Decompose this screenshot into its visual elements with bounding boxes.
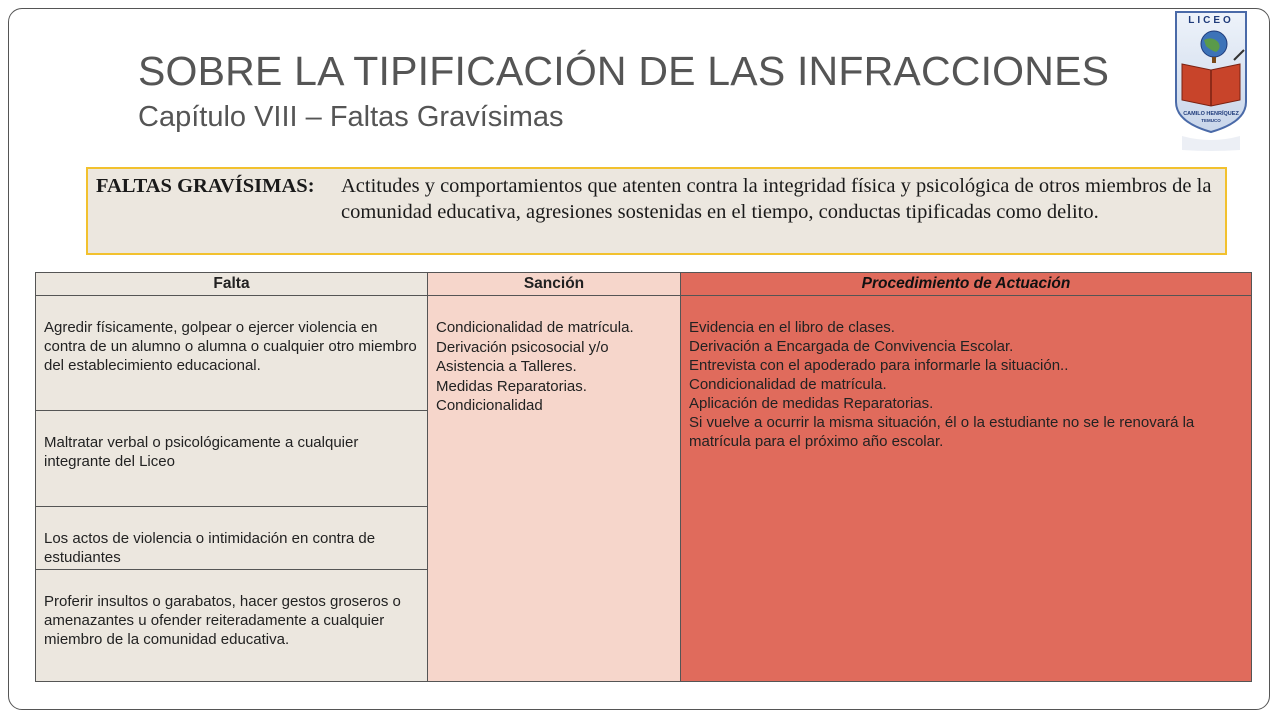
falta-cell <box>36 507 428 570</box>
procedimiento-cell <box>681 296 1252 682</box>
slide-subtitle: Capítulo VIII – Faltas Gravísimas <box>138 101 564 133</box>
logo-city-text: TEMUCO <box>1201 118 1221 123</box>
logo-top-text: LICEO <box>1188 15 1234 26</box>
procedimiento-item: Si vuelve a ocurrir la misma situación, él o la estudiante no se le renovará la matrícula para el próximo año escolar. <box>689 414 1195 450</box>
sancion-item: Condicionalidad de matrícula. <box>436 319 634 336</box>
header-procedimiento: Procedimiento de Actuación <box>681 273 1252 296</box>
definition-box <box>86 167 1227 255</box>
falta-cell <box>36 411 428 507</box>
procedimiento-item: Aplicación de medidas Reparatorias. <box>689 395 934 412</box>
slide-title: SOBRE LA TIPIFICACIÓN DE LAS INFRACCIONES <box>138 48 1110 94</box>
table-header-row <box>36 273 1252 296</box>
falta-cell <box>36 570 428 682</box>
infractions-table <box>35 272 1252 682</box>
procedimiento-item: Entrevista con el apoderado para informarle la situación.. <box>689 357 1069 374</box>
falta-text: Proferir insultos o garabatos, hacer gestos groseros o amenazantes u ofender reiteradamente a cualquier miembro de la comunidad educativa. <box>44 593 401 648</box>
school-logo <box>1172 10 1250 152</box>
header-sancion: Sanción <box>428 273 681 296</box>
header-falta: Falta <box>36 273 428 296</box>
procedimiento-item: Condicionalidad de matrícula. <box>689 376 887 393</box>
sancion-item: Medidas Reparatorias. <box>436 377 587 395</box>
sancion-cell <box>428 296 681 682</box>
logo-bottom-text: CAMILO HENRÍQUEZ <box>1183 111 1239 117</box>
procedimiento-item: Evidencia en el libro de clases. <box>689 319 895 336</box>
procedimiento-item: Derivación a Encargada de Convivencia Escolar. <box>689 338 1014 355</box>
falta-text: Agredir físicamente, golpear o ejercer violencia en contra de un alumno o alumna o cualquier otro miembro del establecimiento educacional. <box>44 319 417 374</box>
falta-text: Maltratar verbal o psicológicamente a cualquier integrante del Liceo <box>44 434 359 470</box>
falta-text: Los actos de violencia o intimidación en contra de estudiantes <box>44 530 376 566</box>
falta-cell <box>36 296 428 411</box>
definition-text: Actitudes y comportamientos que atenten contra la integridad física y psicológica de otros miembros de la comunidad educativa, agresiones sostenidas en el tiempo, conductas tipificadas como delito. <box>341 175 1212 223</box>
definition-term: FALTAS GRAVÍSIMAS: <box>96 175 315 197</box>
table-row <box>36 296 1252 411</box>
sancion-item: Derivación psicosocial y/o Asistencia a Talleres. <box>436 338 609 375</box>
sancion-item: Condicionalidad <box>436 397 543 414</box>
